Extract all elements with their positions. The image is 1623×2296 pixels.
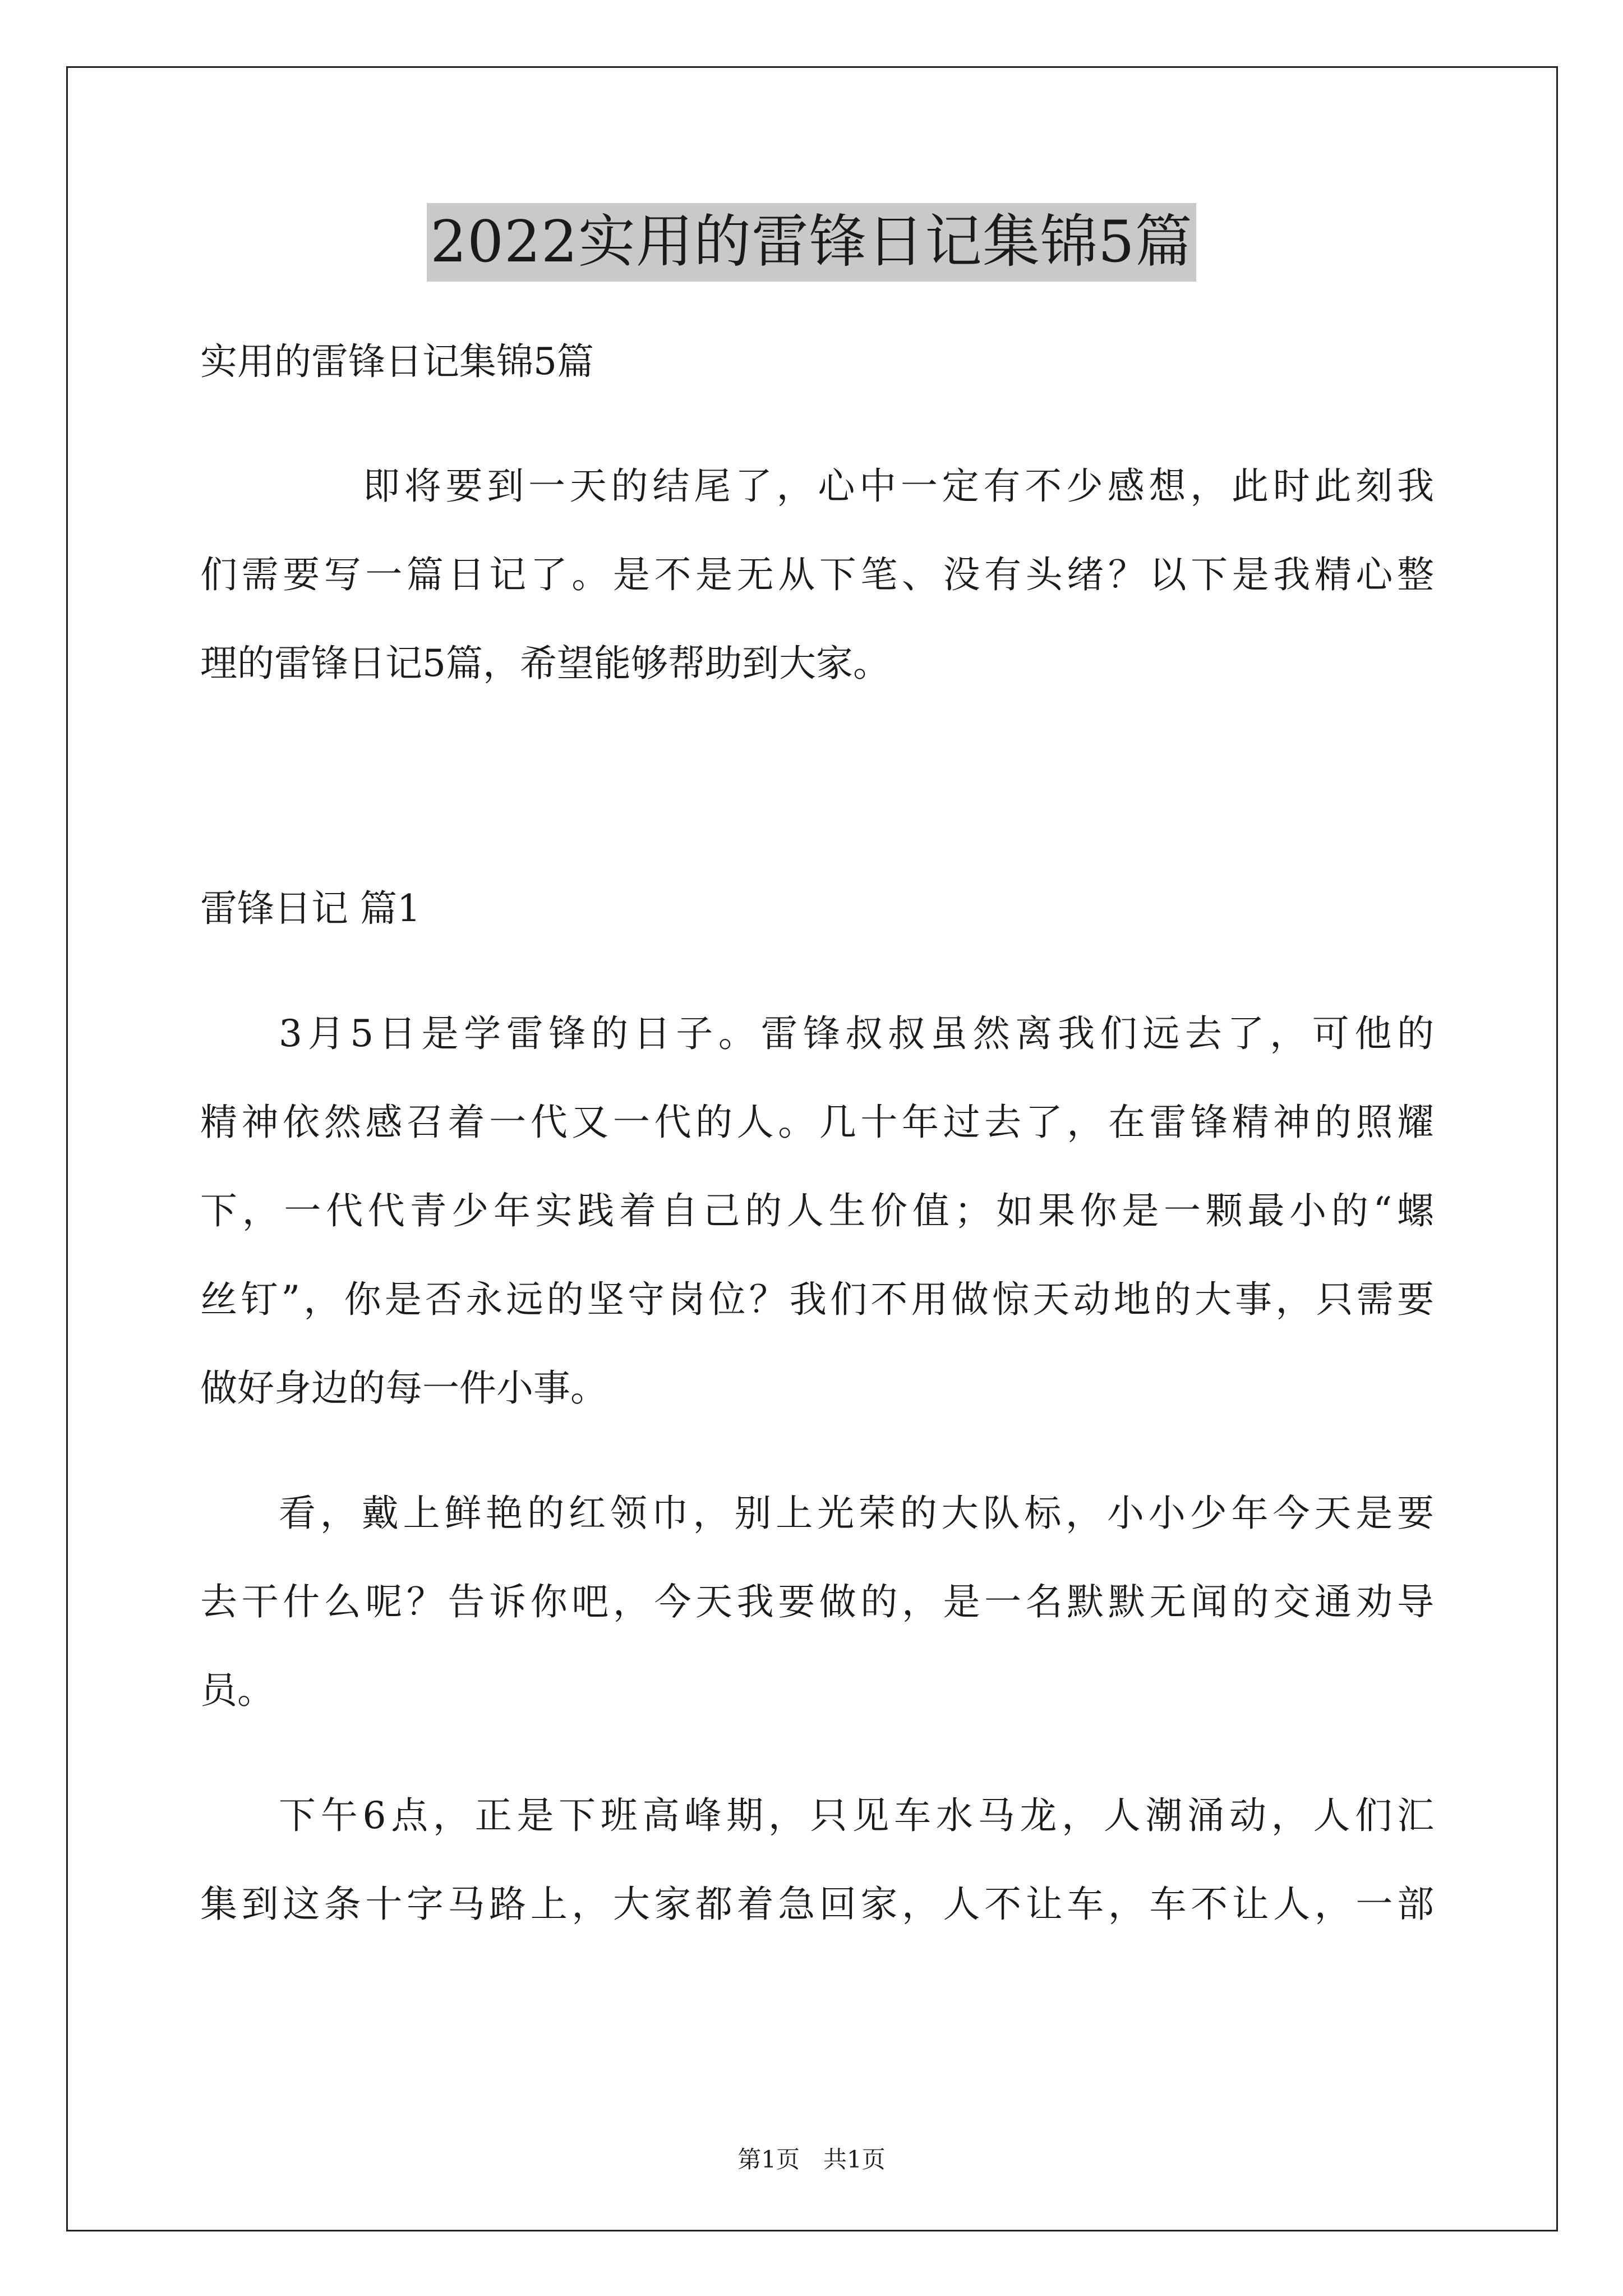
title-container bbox=[0, 203, 1623, 282]
intro-line: 们需要写一篇日记了。是不是无从下笔、没有头绪？以下是我精心整 bbox=[200, 553, 1434, 596]
paragraph-line: 做好身边的每一件小事。 bbox=[200, 1366, 607, 1410]
paragraph-line: 员。 bbox=[200, 1669, 274, 1712]
paragraph-line: 下午6点，正是下班高峰期，只见车水马龙，人潮涌动，人们汇 bbox=[279, 1794, 1434, 1837]
paragraph-line: 集到这条十字马路上，大家都着急回家，人不让车，车不让人，一部 bbox=[200, 1883, 1434, 1926]
section-heading: 雷锋日记 篇1 bbox=[200, 887, 421, 930]
paragraph-line: 丝钉”，你是否永远的坚守岗位？我们不用做惊天动地的大事，只需要 bbox=[200, 1278, 1434, 1321]
paragraph-line: 下，一代代青少年实践着自己的人生价值；如果你是一颗最小的“螺 bbox=[200, 1189, 1434, 1232]
document-subtitle: 实用的雷锋日记集锦5篇 bbox=[200, 340, 594, 383]
paragraph-line: 3月5日是学雷锋的日子。雷锋叔叔虽然离我们远去了，可他的 bbox=[279, 1012, 1434, 1055]
paragraph-line: 看，戴上鲜艳的红领巾，别上光荣的大队标，小小少年今天是要 bbox=[279, 1492, 1434, 1535]
page-footer: 第1页 共1页 bbox=[737, 2146, 886, 2173]
intro-line: 即将要到一天的结尾了，心中一定有不少感想，此时此刻我 bbox=[363, 464, 1434, 508]
paragraph-line: 去干什么呢？告诉你吧，今天我要做的，是一名默默无闻的交通劝导 bbox=[200, 1580, 1434, 1623]
document-title: 2022实用的雷锋日记集锦5篇 bbox=[427, 203, 1196, 282]
paragraph-line: 精神依然感召着一代又一代的人。几十年过去了，在雷锋精神的照耀 bbox=[200, 1101, 1434, 1144]
intro-line: 理的雷锋日记5篇，希望能够帮助到大家。 bbox=[200, 642, 890, 685]
